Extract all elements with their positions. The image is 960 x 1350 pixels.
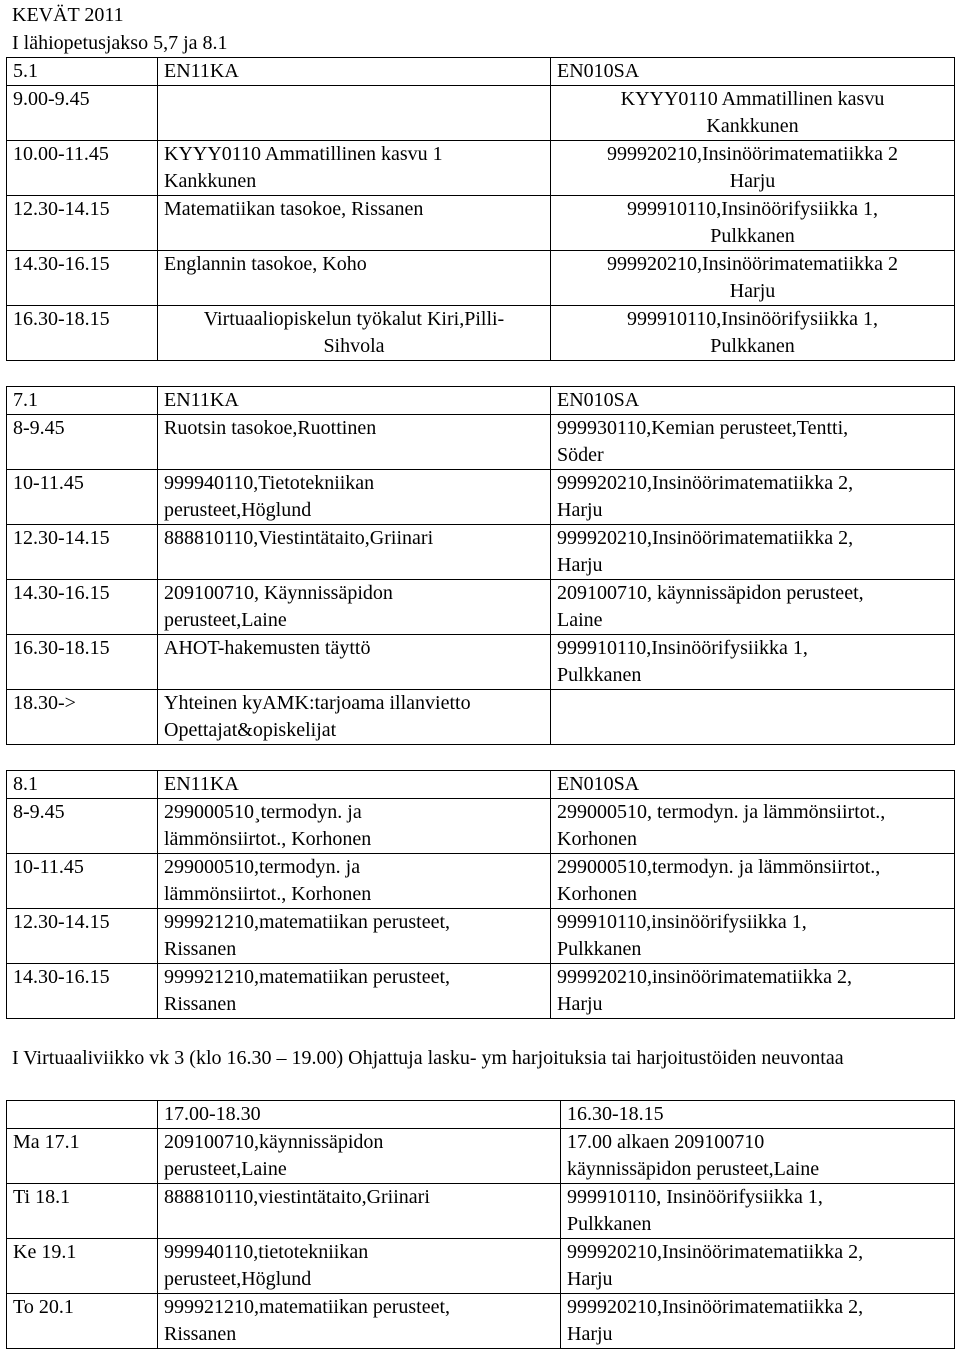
- table-cell: 999930110,Kemian perusteet,Tentti, Söder: [551, 415, 955, 470]
- table-cell: 10-11.45: [7, 854, 158, 909]
- table-cell: EN11KA: [158, 58, 551, 86]
- table-row: [7, 580, 955, 635]
- table-cell: 8.1: [7, 771, 158, 799]
- table-cell: 5.1: [7, 58, 158, 86]
- schedule-table-7-1: [6, 386, 955, 745]
- table-cell: 17.00 alkaen 209100710 käynnissäpidon perusteet,Laine: [561, 1129, 955, 1184]
- table-cell: 999940110,Tietotekniikan perusteet,Höglund: [158, 470, 551, 525]
- table-cell: 12.30-14.15: [7, 525, 158, 580]
- table-cell: Englannin tasokoe, Koho: [158, 251, 551, 306]
- table-cell: 299000510,termodyn. ja lämmönsiirtot., Korhonen: [158, 854, 551, 909]
- table-row: [7, 1294, 955, 1349]
- table-cell: 8-9.45: [7, 415, 158, 470]
- table-cell: EN11KA: [158, 771, 551, 799]
- table-cell: 888810110,Viestintätaito,Griinari: [158, 525, 551, 580]
- table-cell: 999920210,insinöörimatematiikka 2, Harju: [551, 964, 955, 1019]
- table-row: [7, 854, 955, 909]
- table-cell: EN010SA: [551, 771, 955, 799]
- table-cell: 14.30-16.15: [7, 580, 158, 635]
- table-cell: 999910110,Insinöörifysiikka 1, Pulkkanen: [551, 196, 955, 251]
- table-cell: To 20.1: [7, 1294, 158, 1349]
- table-cell: Virtuaaliopiskelun työkalut Kiri,Pilli- Sihvola: [158, 306, 551, 361]
- virtual-week-note: I Virtuaaliviikko vk 3 (klo 16.30 – 19.00) Ohjattuja lasku- ym harjoituksia tai harjoitustöiden neuvontaa: [12, 1047, 844, 1069]
- table-cell: 299000510¸termodyn. ja lämmönsiirtot., Korhonen: [158, 799, 551, 854]
- table-cell: Ruotsin tasokoe,Ruottinen: [158, 415, 551, 470]
- table-cell: Ti 18.1: [7, 1184, 158, 1239]
- table-cell: Ke 19.1: [7, 1239, 158, 1294]
- table-row: [7, 690, 955, 745]
- table-cell: KYYY0110 Ammatillinen kasvu Kankkunen: [551, 86, 955, 141]
- table-cell: 999921210,matematiikan perusteet, Rissanen: [158, 909, 551, 964]
- table-cell: 999920210,Insinöörimatematiikka 2, Harju: [551, 525, 955, 580]
- table-cell: Matematiikan tasokoe, Rissanen: [158, 196, 551, 251]
- table-cell: 12.30-14.15: [7, 909, 158, 964]
- table-cell: AHOT-hakemusten täyttö: [158, 635, 551, 690]
- table-cell: 16.30-18.15: [7, 306, 158, 361]
- schedule-table-5-1: [6, 57, 955, 361]
- document-subtitle: I lähiopetusjakso 5,7 ja 8.1: [12, 32, 228, 54]
- table-cell: 999920210,Insinöörimatematiikka 2, Harju: [551, 470, 955, 525]
- table-row: [7, 196, 955, 251]
- table-header-row: [7, 58, 955, 86]
- table-row: [7, 86, 955, 141]
- table-cell: 299000510, termodyn. ja lämmönsiirtot., Korhonen: [551, 799, 955, 854]
- table-cell: 999920210,Insinöörimatematiikka 2 Harju: [551, 251, 955, 306]
- table-row: [7, 635, 955, 690]
- table-cell: [158, 86, 551, 141]
- schedule-table-8-1: [6, 770, 955, 1019]
- table-row: [7, 306, 955, 361]
- table-header-row: [7, 387, 955, 415]
- table-cell: 17.00-18.30: [158, 1101, 561, 1129]
- table-cell: 8-9.45: [7, 799, 158, 854]
- table-cell: 209100710,käynnissäpidon perusteet,Laine: [158, 1129, 561, 1184]
- table-row: [7, 525, 955, 580]
- table-cell: 18.30->: [7, 690, 158, 745]
- table-cell: 888810110,viestintätaito,Griinari: [158, 1184, 561, 1239]
- table-cell: 999910110,Insinöörifysiikka 1, Pulkkanen: [551, 306, 955, 361]
- table-row: [7, 799, 955, 854]
- table-cell: 999910110,Insinöörifysiikka 1, Pulkkanen: [551, 635, 955, 690]
- table-cell: 999940110,tietotekniikan perusteet,Höglund: [158, 1239, 561, 1294]
- table-cell: 209100710, Käynnissäpidon perusteet,Laine: [158, 580, 551, 635]
- table-cell: 299000510,termodyn. ja lämmönsiirtot., Korhonen: [551, 854, 955, 909]
- table-cell: 999921210,matematiikan perusteet, Rissanen: [158, 964, 551, 1019]
- table-row: [7, 251, 955, 306]
- table-cell: 16.30-18.15: [7, 635, 158, 690]
- table-row: [7, 470, 955, 525]
- table-cell: [551, 690, 955, 745]
- table-cell: KYYY0110 Ammatillinen kasvu 1 Kankkunen: [158, 141, 551, 196]
- table-row: [7, 141, 955, 196]
- table-cell: [7, 1101, 158, 1129]
- table-cell: Ma 17.1: [7, 1129, 158, 1184]
- table-cell: 999920210,Insinöörimatematiikka 2, Harju: [561, 1239, 955, 1294]
- table-header-row: [7, 771, 955, 799]
- table-row: [7, 909, 955, 964]
- table-row: [7, 1184, 955, 1239]
- table-header-row: [7, 1101, 955, 1129]
- table-row: [7, 415, 955, 470]
- table-cell: 7.1: [7, 387, 158, 415]
- table-row: [7, 1239, 955, 1294]
- table-cell: EN11KA: [158, 387, 551, 415]
- table-cell: 12.30-14.15: [7, 196, 158, 251]
- table-cell: 999920210,Insinöörimatematiikka 2 Harju: [551, 141, 955, 196]
- table-row: [7, 964, 955, 1019]
- table-cell: 209100710, käynnissäpidon perusteet, Laine: [551, 580, 955, 635]
- table-cell: 10-11.45: [7, 470, 158, 525]
- table-cell: 999921210,matematiikan perusteet, Rissanen: [158, 1294, 561, 1349]
- table-row: [7, 1129, 955, 1184]
- table-cell: 999920210,Insinöörimatematiikka 2, Harju: [561, 1294, 955, 1349]
- table-cell: 10.00-11.45: [7, 141, 158, 196]
- table-cell: Yhteinen kyAMK:tarjoama illanvietto Opettajat&opiskelijat: [158, 690, 551, 745]
- table-cell: EN010SA: [551, 387, 955, 415]
- table-cell: 9.00-9.45: [7, 86, 158, 141]
- document-title: KEVÄT 2011: [12, 4, 124, 26]
- table-cell: 999910110,insinöörifysiikka 1, Pulkkanen: [551, 909, 955, 964]
- table-cell: 14.30-16.15: [7, 964, 158, 1019]
- table-cell: EN010SA: [551, 58, 955, 86]
- table-cell: 14.30-16.15: [7, 251, 158, 306]
- table-cell: 16.30-18.15: [561, 1101, 955, 1129]
- virtual-week-table: [6, 1100, 955, 1349]
- table-cell: 999910110, Insinöörifysiikka 1, Pulkkanen: [561, 1184, 955, 1239]
